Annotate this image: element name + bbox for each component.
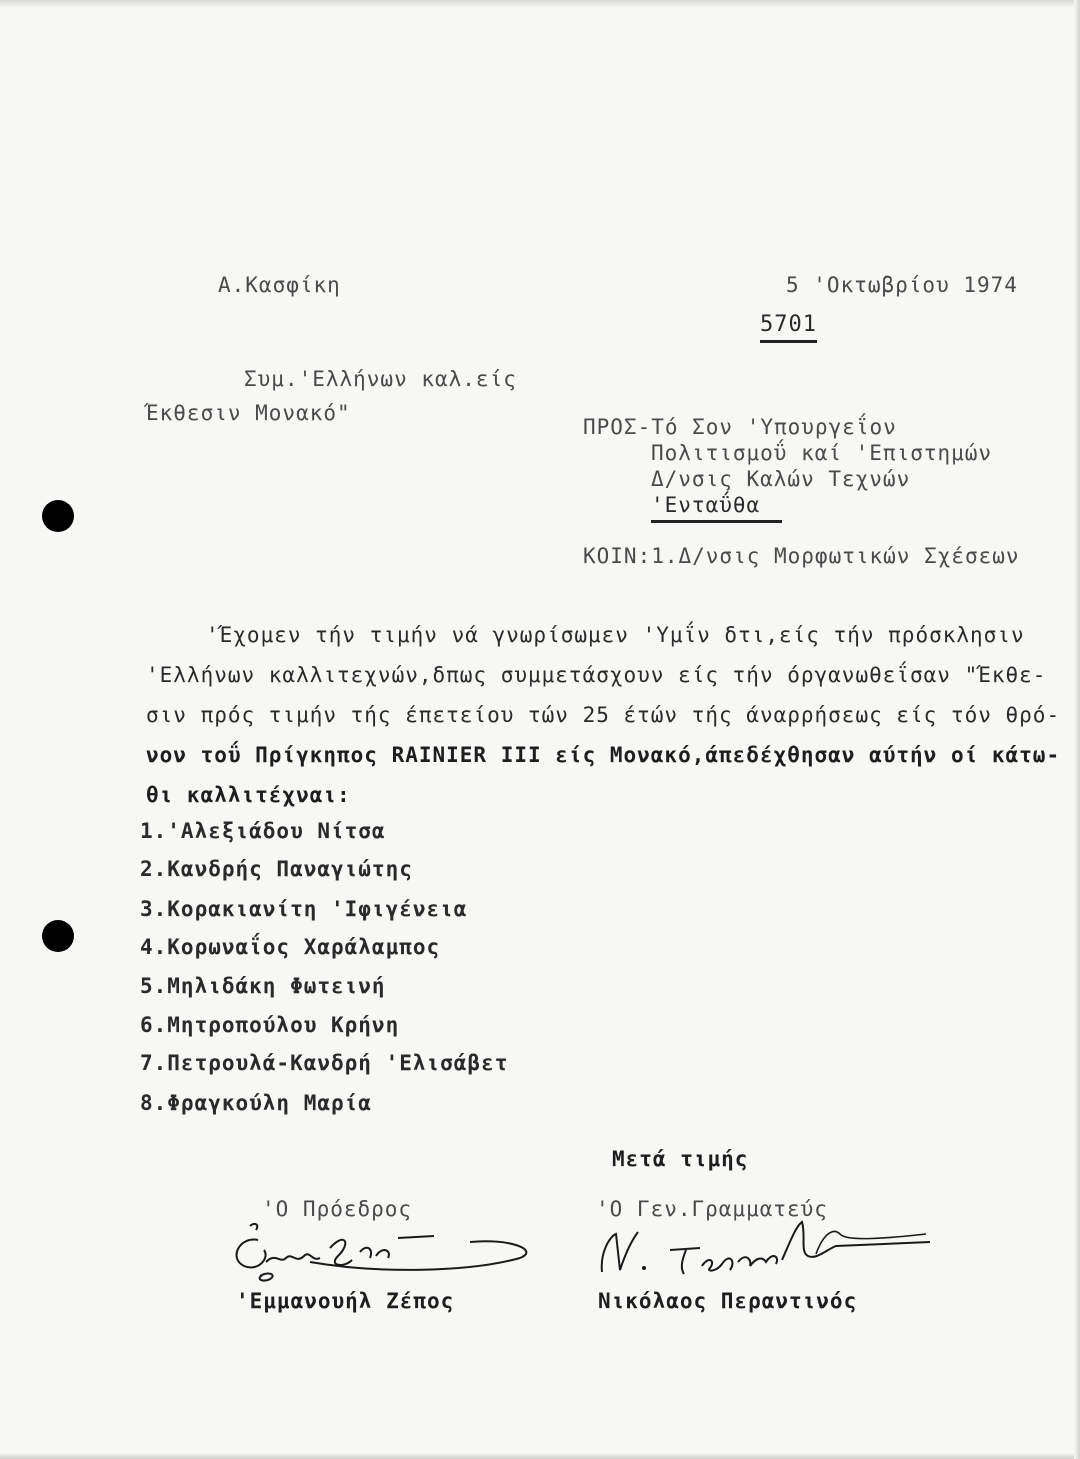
- artist-item: 5.Μηλιδάκη Φωτεινή: [140, 974, 386, 998]
- body-line-2: 'Ελλήνων καλλιτεχνών,δπως συμμετάσχουν είς τήν όργανωθεΐσαν "Έκθε-: [146, 663, 1047, 687]
- punch-hole-bottom: [42, 920, 74, 952]
- recipient-line-4: 'Ενταΰθα: [651, 492, 782, 523]
- artist-item: 4.Κορωναΐος Χαράλαμπος: [140, 935, 441, 959]
- right-signatory-name: Νικόλαος Περαντινός: [598, 1289, 858, 1313]
- artist-item: 3.Κορακιανίτη 'Ιφιγένεια: [140, 897, 468, 921]
- document-date: 5 'Οκτωβρίου 1974: [786, 273, 1018, 297]
- body-line-1: 'Έχομεν τήν τιμήν νά γνωρίσωμεν 'Υμΐν δτι,είς τήν πρόσκλησιν: [206, 623, 1025, 647]
- artist-item: 7.Πετρουλά-Κανδρή 'Ελισάβετ: [140, 1051, 509, 1075]
- artist-item: 1.'Αλεξιάδου Νίτσα: [140, 819, 386, 843]
- scan-edge-right: [1074, 0, 1080, 1459]
- protocol-number: 5701: [760, 312, 817, 343]
- subject-line-2: Έκθεσιν Μονακό": [146, 401, 351, 425]
- left-signature-image: [220, 1218, 540, 1288]
- left-signatory-title: 'Ο Πρόεδρος: [262, 1197, 413, 1221]
- left-signatory-name: 'Εμμανουήλ Ζέπος: [236, 1289, 455, 1313]
- cc-line: ΚΟΙΝ:1.Δ/νσις Μορφωτικών Σχέσεων: [583, 544, 1020, 568]
- author-initials: Α.Κασφίκη: [218, 273, 341, 297]
- punch-hole-top: [42, 500, 74, 532]
- recipient-line-2: Πολιτισμοΰ καί 'Επιστημών: [651, 441, 993, 465]
- artist-item: 6.Μητροπούλου Κρήνη: [140, 1013, 400, 1037]
- scan-edge-top: [0, 0, 1080, 8]
- artist-item: 2.Κανδρής Παναγιώτης: [140, 857, 413, 881]
- body-line-3: σιν πρός τιμήν τής έπετείου τών 25 έτών τής άναρρήσεως είς τόν θρό-: [146, 703, 1061, 727]
- closing-salutation: Μετά τιμής: [612, 1147, 749, 1171]
- recipient-line-3: Δ/νσις Καλών Τεχνών: [651, 467, 911, 491]
- right-signatory-title: 'Ο Γεν.Γραμματεύς: [596, 1197, 828, 1221]
- body-line-4: νον τοΰ Πρίγκηπος RAINIER III είς Μονακό,άπεδέχθησαν αύτήν οί κάτω-: [146, 743, 1061, 767]
- body-line-5: θι καλλιτέχναι:: [146, 783, 351, 807]
- recipient-line-1: ΠΡΟΣ-Τό Σον 'Υπουργεΐον: [583, 415, 897, 439]
- subject-line-1: Συμ.'Ελλήνων καλ.είς: [244, 367, 517, 391]
- scan-edge-bottom: [0, 1453, 1080, 1459]
- right-signature-image: [590, 1212, 960, 1284]
- artist-item: 8.Φραγκούλη Μαρία: [140, 1091, 372, 1115]
